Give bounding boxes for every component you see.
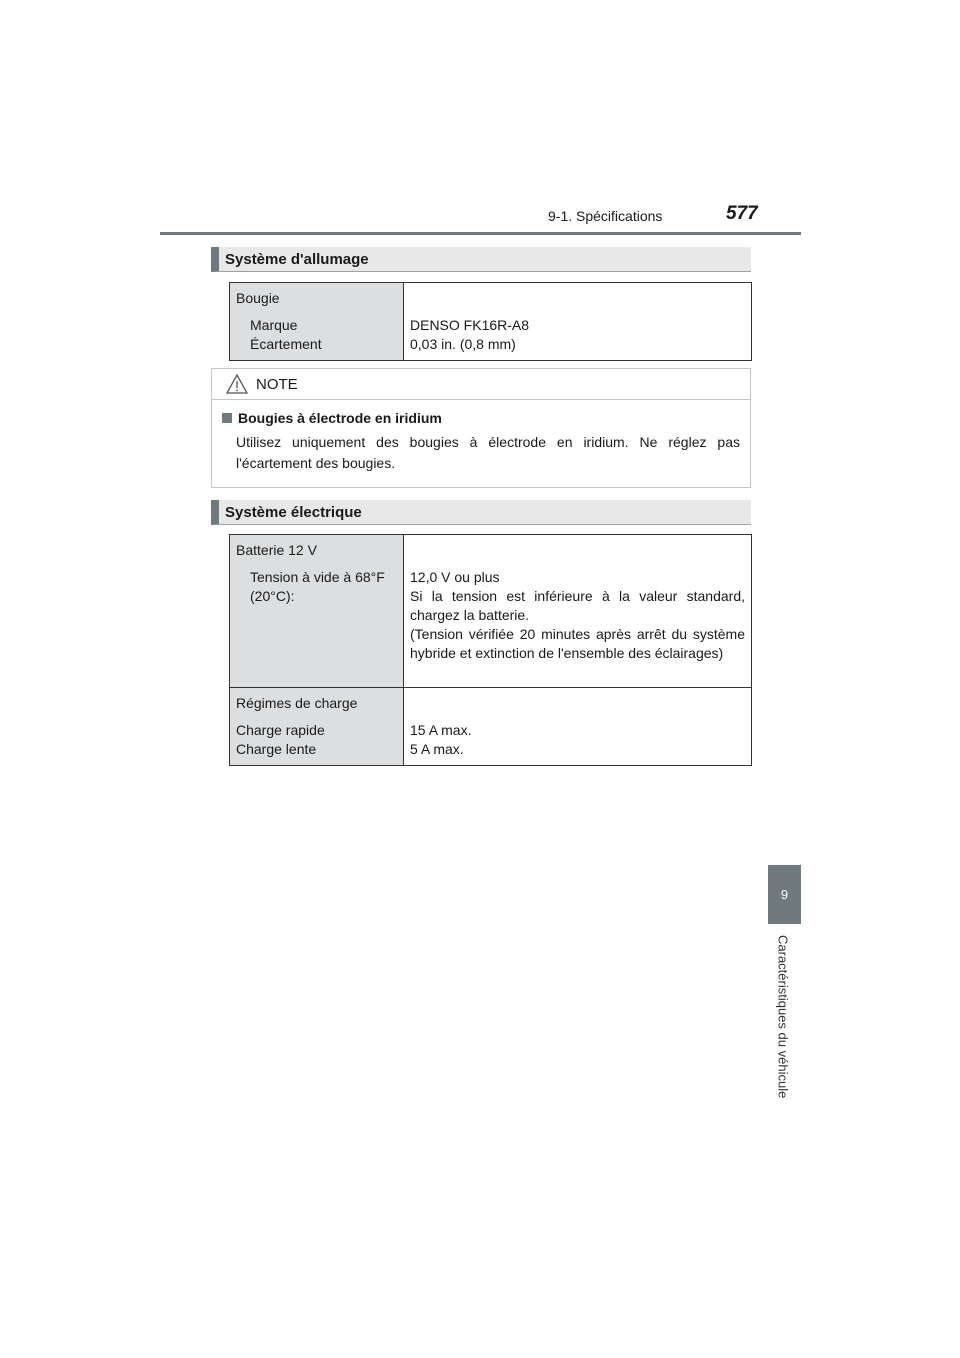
spec-value: 5 A max. [410,741,464,757]
table-row [230,535,752,688]
chapter-title: Caractéristiques du véhicule [775,935,791,1099]
note-title-text: Bougies à électrode en iridium [238,410,442,426]
spec-value-note: (Tension vérifiée 20 minutes après arrêt du système hybride et extinction de l'ensemble des éclairages) [410,626,745,661]
spec-label: Tension à vide à 68°F (20°C): [250,569,385,604]
ignition-section-heading [211,247,751,272]
table-label-cell [230,283,404,361]
electrical-section-heading [211,500,751,525]
group-label: Régimes de charge [236,695,358,711]
spec-label: Marque [250,317,298,333]
note-text: Utilisez uniquement des bougies à électrode en iridium. Ne réglez pas l'écartement des bougies. [236,434,740,471]
spec-label: Charge rapide [236,722,325,738]
note-title [222,410,740,426]
note-header [212,369,750,400]
table-row [230,283,752,361]
chapter-number: 9 [780,887,789,902]
spec-value-detail: Si la tension est inférieure à la valeur standard, chargez la batterie. [410,588,745,623]
spec-value: 15 A max. [410,722,472,738]
table-row [230,688,752,766]
chapter-title-vertical [763,935,803,1125]
page-number: 577 [726,203,758,224]
spec-value: 0,03 in. (0,8 mm) [410,336,516,352]
square-bullet-icon [222,413,232,423]
electrical-spec-table [229,534,752,766]
spec-value: 12,0 V ou plus [410,569,500,585]
section-title: 9-1. Spécifications [548,208,663,224]
spec-value: DENSO FK16R-A8 [410,317,530,333]
ignition-section-title: Système d'allumage [225,251,369,268]
table-value-cell [404,535,752,688]
electrical-section-title: Système électrique [225,504,362,521]
chapter-tab[interactable] [768,865,801,924]
header-divider [160,232,801,235]
spec-label: Charge lente [236,741,317,757]
table-label-cell [230,535,404,688]
table-label-cell [230,688,404,766]
note-heading: NOTE [256,375,298,393]
note-box [211,368,751,488]
warning-triangle-icon [226,374,248,394]
table-value-cell [404,283,752,361]
ignition-spec-table [229,282,752,361]
group-label: Batterie 12 V [236,542,317,558]
group-label: Bougie [236,290,280,306]
spec-label: Écartement [250,336,322,352]
table-value-cell [404,688,752,766]
